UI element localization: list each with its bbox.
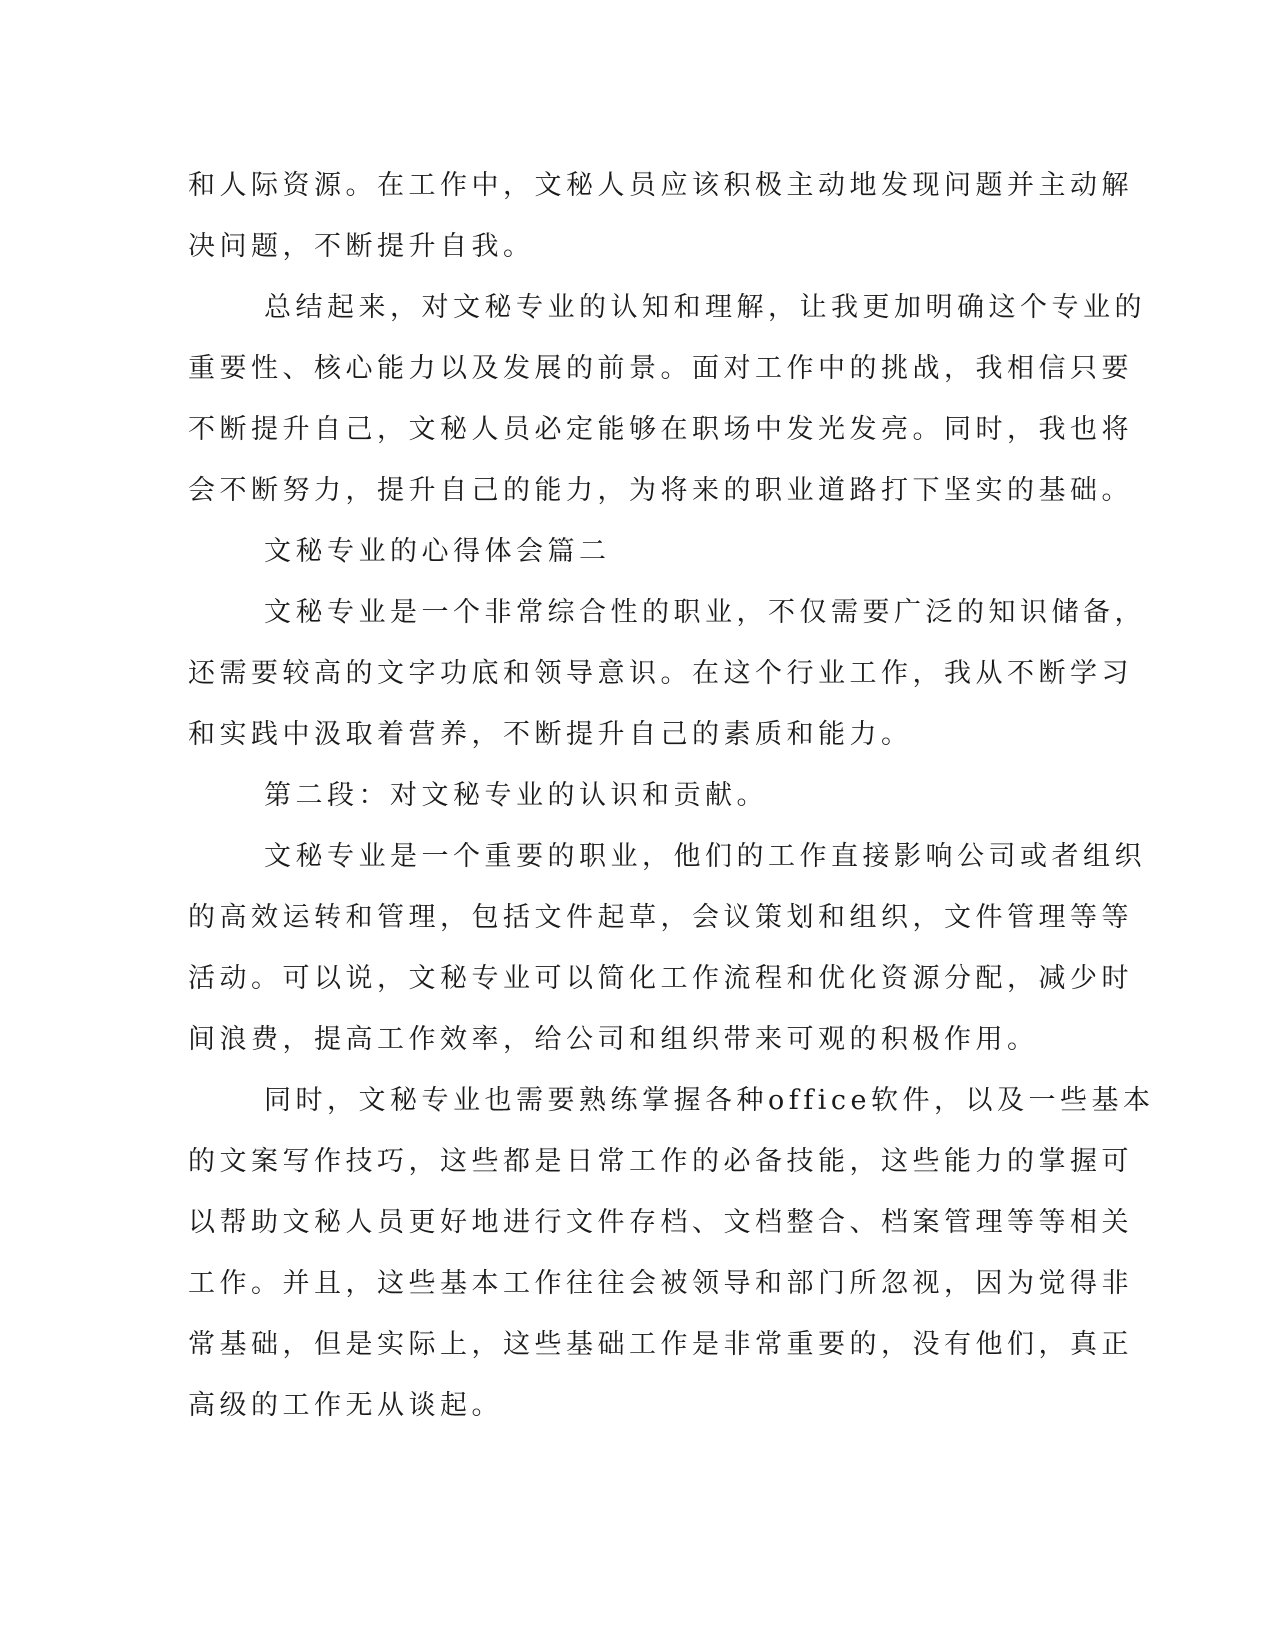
text-line: 文秘专业是一个重要的职业，他们的工作直接影响公司或者组织 — [264, 841, 1146, 872]
text-line: 不断提升自己，文秘人员必定能够在职场中发光发亮。同时，我也将 — [188, 414, 1133, 445]
text-line: 同时，文秘专业也需要熟练掌握各种office软件，以及一些基本 — [264, 1085, 1155, 1116]
text-line: 常基础，但是实际上，这些基础工作是非常重要的，没有他们，真正 — [188, 1329, 1133, 1360]
text-line: 和实践中汲取着营养，不断提升自己的素质和能力。 — [188, 719, 913, 750]
text-line: 会不断努力，提升自己的能力，为将来的职业道路打下坚实的基础。 — [188, 475, 1133, 506]
text-line: 总结起来，对文秘专业的认知和理解，让我更加明确这个专业的 — [264, 292, 1146, 323]
document-body — [188, 155, 1155, 1436]
text-line: 和人际资源。在工作中，文秘人员应该积极主动地发现问题并主动解 — [188, 170, 1133, 201]
text-line: 还需要较高的文字功底和领导意识。在这个行业工作，我从不断学习 — [188, 658, 1133, 689]
text-line: 的高效运转和管理，包括文件起草，会议策划和组织，文件管理等等 — [188, 902, 1133, 933]
text-line: 工作。并且，这些基本工作往往会被领导和部门所忽视，因为觉得非 — [188, 1268, 1133, 1299]
text-line: 决问题，不断提升自我。 — [188, 231, 535, 262]
text-line: 以帮助文秘人员更好地进行文件存档、文档整合、档案管理等等相关 — [188, 1207, 1133, 1238]
text-line: 活动。可以说，文秘专业可以简化工作流程和优化资源分配，减少时 — [188, 963, 1133, 994]
text-line: 间浪费，提高工作效率，给公司和组织带来可观的积极作用。 — [188, 1024, 1039, 1055]
text-line: 重要性、核心能力以及发展的前景。面对工作中的挑战，我相信只要 — [188, 353, 1133, 384]
text-line: 高级的工作无从谈起。 — [188, 1390, 503, 1421]
text-line: 的文案写作技巧，这些都是日常工作的必备技能，这些能力的掌握可 — [188, 1146, 1133, 1177]
section-heading: 第二段：对文秘专业的认识和贡献。 — [264, 780, 768, 811]
section-heading: 文秘专业的心得体会篇二 — [264, 536, 611, 567]
text-line: 文秘专业是一个非常综合性的职业，不仅需要广泛的知识储备， — [264, 597, 1146, 628]
